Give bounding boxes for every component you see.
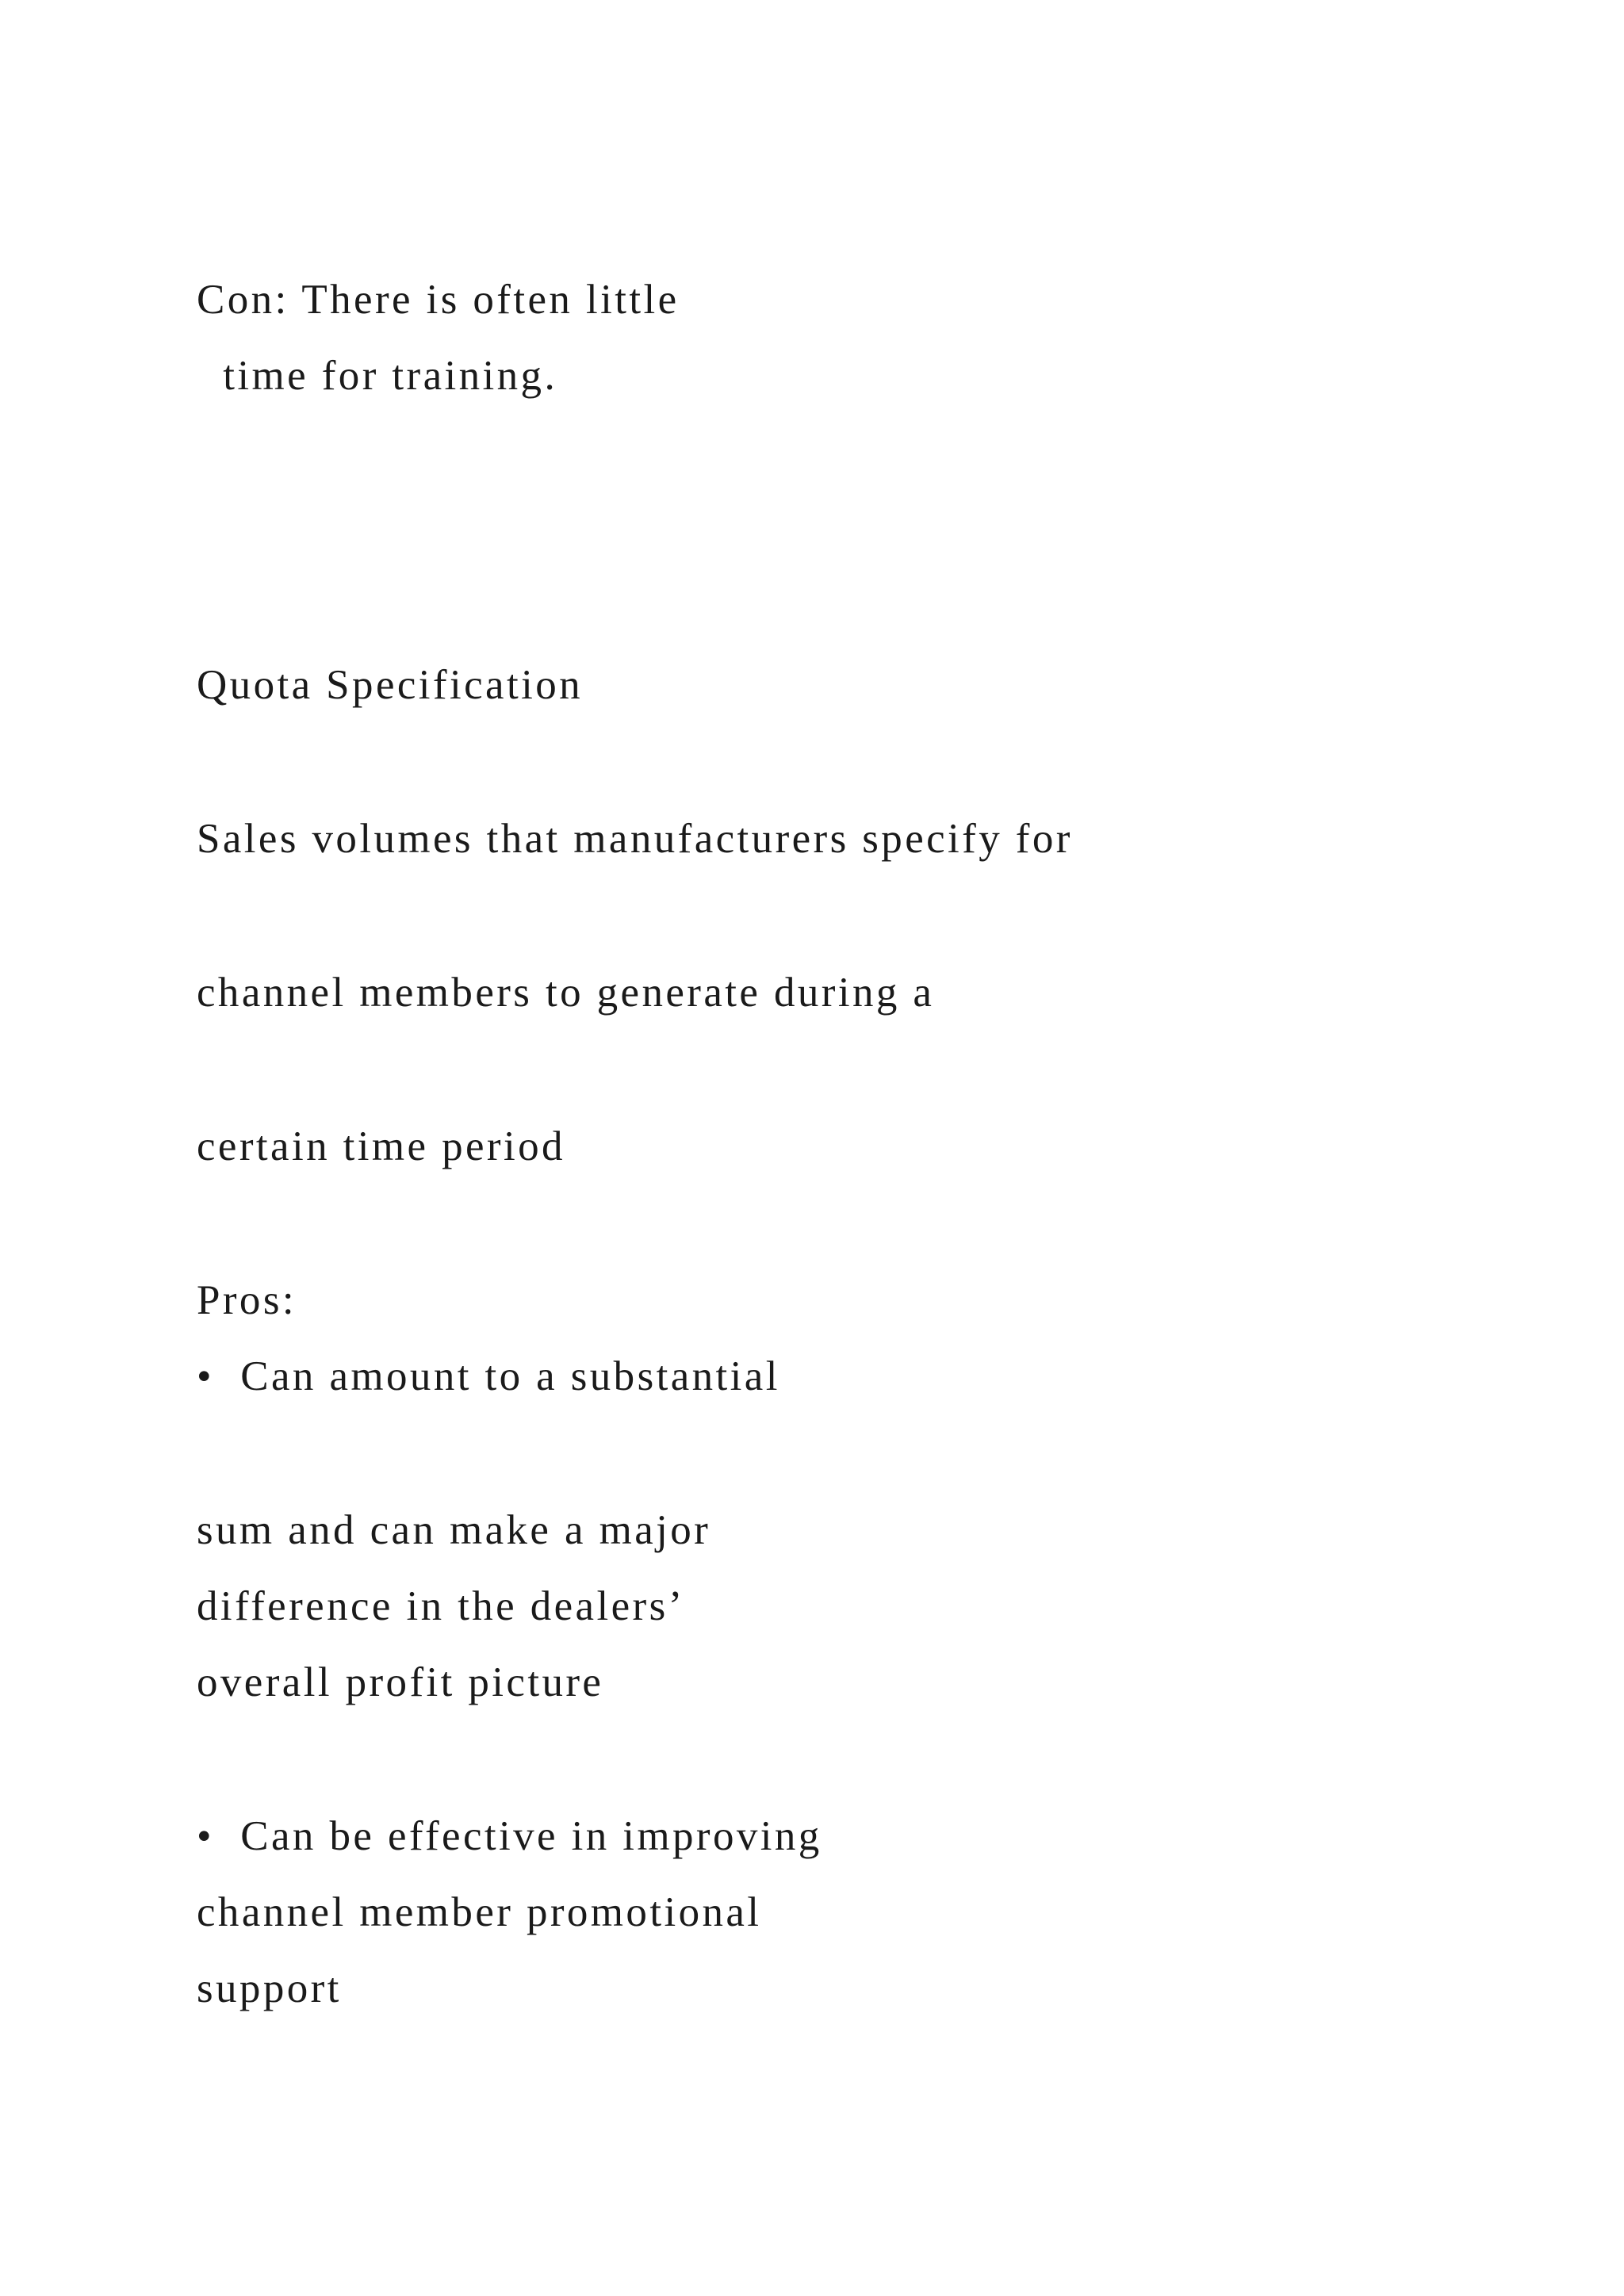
con-line-2: time for training. [197,353,558,399]
pro-1-line-2: sum and can make a major [197,1507,711,1553]
definition-line-1: Sales volumes that manufacturers specify for [197,816,1073,862]
pro-2-line-2: channel member promotional [197,1889,762,1935]
pro-1-line-1: • Can amount to a substantial [197,1353,780,1399]
pro-2-line-1: • Can be effective in improving [197,1813,822,1859]
pro-1-line-3: difference in the dealers’ [197,1583,685,1629]
section-heading: Quota Specification [197,662,583,708]
definition-line-2: channel members to generate during a [197,970,935,1016]
pro-2-line-3: support [197,1965,342,2011]
pro-1-line-4: overall profit picture [197,1659,604,1705]
con-line-1: Con: There is often little [197,277,680,323]
definition-line-3: certain time period [197,1123,565,1169]
pros-label: Pros: [197,1277,297,1323]
